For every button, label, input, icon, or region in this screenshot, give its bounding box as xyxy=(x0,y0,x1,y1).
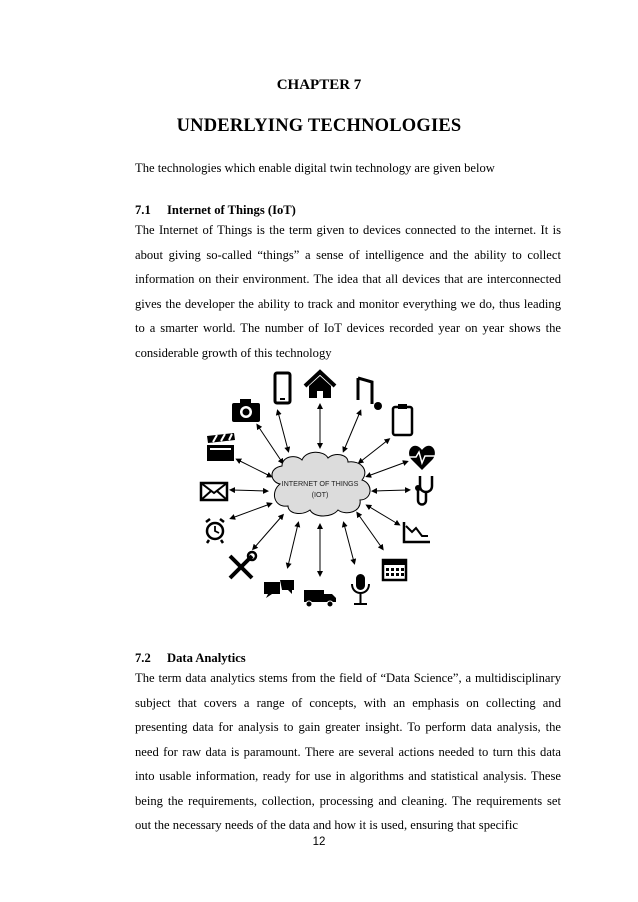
section-title: Internet of Things (IoT) xyxy=(167,203,296,217)
camera-icon xyxy=(232,399,260,422)
section-heading-7-2 xyxy=(135,651,246,666)
microphone-icon xyxy=(352,574,369,604)
chat-icon xyxy=(264,580,294,598)
clipboard-icon xyxy=(393,404,412,435)
section-heading-7-1 xyxy=(135,203,296,218)
clapperboard-icon xyxy=(207,433,235,461)
iot-diagram xyxy=(192,366,446,610)
smartphone-icon xyxy=(275,373,290,403)
page-number: 12 xyxy=(312,836,326,848)
section-number: 7.2 xyxy=(135,651,151,665)
tools-icon xyxy=(230,552,256,578)
music-note-icon xyxy=(358,378,382,410)
chapter-label: CHAPTER 7 xyxy=(276,77,362,93)
intro-paragraph: The technologies which enable digital twin technology are given below xyxy=(135,161,495,175)
cloud-label-line1: INTERNET OF THINGS xyxy=(281,479,359,488)
cloud-label-line2: (IOT) xyxy=(311,490,329,499)
chapter-title: UNDERLYING TECHNOLOGIES xyxy=(176,116,462,136)
stethoscope-icon xyxy=(415,476,432,505)
heart-rate-icon xyxy=(409,446,435,470)
calendar-icon xyxy=(383,560,406,580)
envelope-icon xyxy=(201,483,227,500)
alarm-clock-icon xyxy=(206,519,224,543)
section-number: 7.1 xyxy=(135,203,151,217)
chart-decline-icon xyxy=(404,522,430,542)
section-body-7-1: The Internet of Things is the term given to devices connected to the internet. It is about giving so-called “things” a sense of intelligence and the ability to collect information on their environment. The idea that all devices that are interconnected gives the developer the ability to track and monitor everything we do, thus leading to a smarter world. The number of IoT devices recorded year on year shows the considerable growth of this technology xyxy=(135,223,561,360)
section-body-7-2: The term data analytics stems from the field of “Data Science”, a multidisciplinary subject that covers a range of concepts, with an emphasis on collecting and presenting data for analysis to gain greater insight. To perform data analysis, the need for raw data is paramount. There are several actions needed to turn this data into usable information, ready for use in algorithms and statistical analysis. These being the requirements, collection, processing and cleaning. The requirements set out the necessary needs of the data and how it is used, ensuring that specific xyxy=(135,671,561,832)
section-title: Data Analytics xyxy=(167,651,246,665)
truck-icon xyxy=(304,590,336,607)
home-icon xyxy=(305,372,335,398)
